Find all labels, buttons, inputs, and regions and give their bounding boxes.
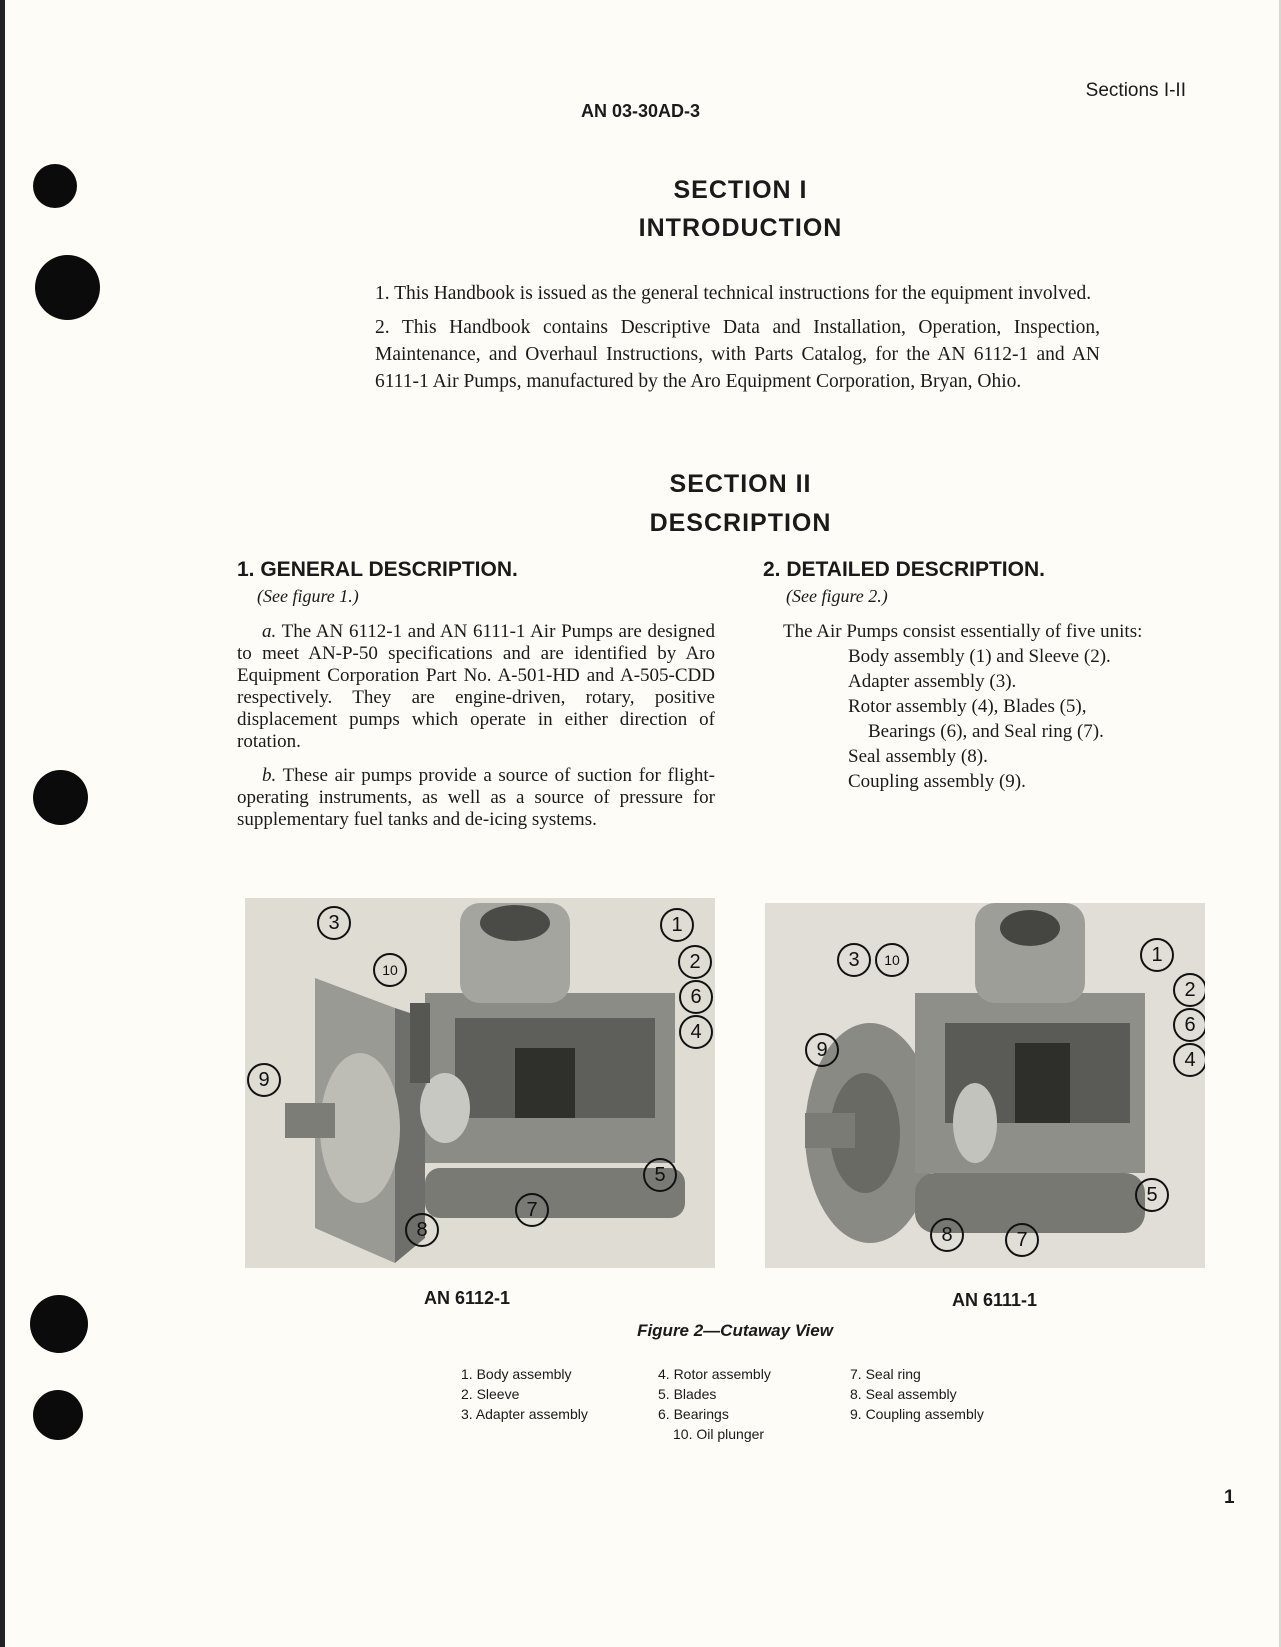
unit-item: Seal assembly (8). — [848, 746, 988, 767]
callout-8: 8 — [930, 1218, 964, 1252]
introduction-body — [375, 280, 1100, 402]
section-1-title: SECTION I — [673, 176, 808, 204]
callout-9: 9 — [805, 1033, 839, 1067]
callout-5: 5 — [1135, 1178, 1169, 1212]
detailed-intro: The Air Pumps consist essentially of five units: — [783, 621, 1143, 642]
callout-10: 10 — [373, 953, 407, 987]
callout-1: 1 — [660, 908, 694, 942]
section-2-title: SECTION II — [669, 470, 812, 498]
caption-an-6112-1: AN 6112-1 — [424, 1288, 511, 1308]
para-a-label: a. — [262, 621, 277, 642]
detailed-description-heading: 2. DETAILED DESCRIPTION. — [763, 558, 1045, 581]
para-b-label: b. — [262, 765, 277, 786]
callout-3: 3 — [317, 906, 351, 940]
callout-6: 6 — [1173, 1008, 1205, 1042]
callout-5: 5 — [643, 1158, 677, 1192]
legend-item: 6. Bearings — [658, 1406, 729, 1422]
callout-4: 4 — [1173, 1043, 1205, 1077]
general-description — [237, 558, 715, 843]
unit-item: Body assembly (1) and Sleeve (2). — [848, 646, 1111, 667]
para-b-text: These air pumps provide a source of suction for flight-operating instruments, as well as a source of pressure for supplementary fuel tanks and de-icing systems. — [237, 765, 715, 830]
figure-title: Figure 2—Cutaway View — [637, 1321, 833, 1340]
pump-cutaway-illustration — [245, 898, 715, 1268]
page-number: 1 — [1224, 1487, 1235, 1508]
binder-hole — [35, 255, 100, 320]
callout-1: 1 — [1140, 938, 1174, 972]
legend-item: 10. Oil plunger — [673, 1426, 765, 1442]
units-list — [848, 644, 1203, 794]
callout-6: 6 — [679, 980, 713, 1014]
legend-column-2 — [658, 1364, 771, 1444]
legend-item: 5. Blades — [658, 1386, 717, 1402]
general-description-body — [237, 621, 715, 831]
section-reference: Sections I-II — [1085, 80, 1186, 101]
legend-item: 3. Adapter assembly — [461, 1406, 588, 1422]
caption-an-6111-1: AN 6111-1 — [952, 1290, 1038, 1310]
section-2-subtitle: DESCRIPTION — [649, 509, 832, 537]
pump-cutaway-illustration — [765, 903, 1205, 1268]
legend-item: 2. Sleeve — [461, 1386, 520, 1402]
legend-item: 9. Coupling assembly — [850, 1406, 984, 1422]
callout-10: 10 — [875, 943, 909, 977]
general-description-heading: 1. GENERAL DESCRIPTION. — [237, 558, 518, 581]
detailed-description — [763, 558, 1203, 794]
callout-7: 7 — [515, 1193, 549, 1227]
section-1-subtitle: INTRODUCTION — [638, 214, 843, 242]
callout-3: 3 — [837, 943, 871, 977]
legend-item: 7. Seal ring — [850, 1366, 921, 1382]
intro-paragraph-2: 2. This Handbook contains Descriptive Data and Installation, Operation, Inspection, Maintenance, and Overhaul Instructions, with Parts Catalog, for the AN 6112-1 and AN 6111-1 Air Pumps, manufactured by the Aro Equipment Corporation, Bryan, Ohio. — [375, 317, 1100, 392]
cutaway-photo-an-6111-1 — [765, 903, 1205, 1268]
binder-hole — [33, 770, 88, 825]
page-edge-left — [0, 0, 5, 1647]
see-figure-2-ref: (See figure 2.) — [786, 586, 888, 606]
document-number: AN 03-30AD-3 — [580, 101, 701, 121]
callout-2: 2 — [1173, 973, 1205, 1007]
cutaway-photo-an-6112-1 — [245, 898, 715, 1268]
callout-4: 4 — [679, 1015, 713, 1049]
legend-column-3 — [850, 1364, 984, 1424]
see-figure-1-ref: (See figure 1.) — [257, 586, 359, 606]
legend-column-1 — [461, 1364, 588, 1424]
legend-item: 1. Body assembly — [461, 1366, 572, 1382]
unit-item: Rotor assembly (4), Blades (5), — [848, 696, 1087, 717]
legend-item: 4. Rotor assembly — [658, 1366, 771, 1382]
legend-item: 8. Seal assembly — [850, 1386, 957, 1402]
intro-paragraph-1: 1. This Handbook is issued as the general technical instructions for the equipment involved. — [375, 283, 1092, 304]
callout-7: 7 — [1005, 1223, 1039, 1257]
callout-2: 2 — [678, 945, 712, 979]
unit-item: Adapter assembly (3). — [848, 671, 1017, 692]
callout-8: 8 — [405, 1213, 439, 1247]
para-a-text: The AN 6112-1 and AN 6111-1 Air Pumps are designed to meet AN-P-50 specifications and are identified by Aro Equipment Corporation Part No. A-501-HD and A-505-CDD respectively. They are engine-driven, rotary, positive displacement pumps which operate in either direction of rotation. — [237, 621, 715, 752]
binder-hole — [33, 1390, 83, 1440]
callout-9: 9 — [247, 1063, 281, 1097]
unit-item: Coupling assembly (9). — [848, 771, 1026, 792]
unit-item: Bearings (6), and Seal ring (7). — [868, 721, 1104, 742]
